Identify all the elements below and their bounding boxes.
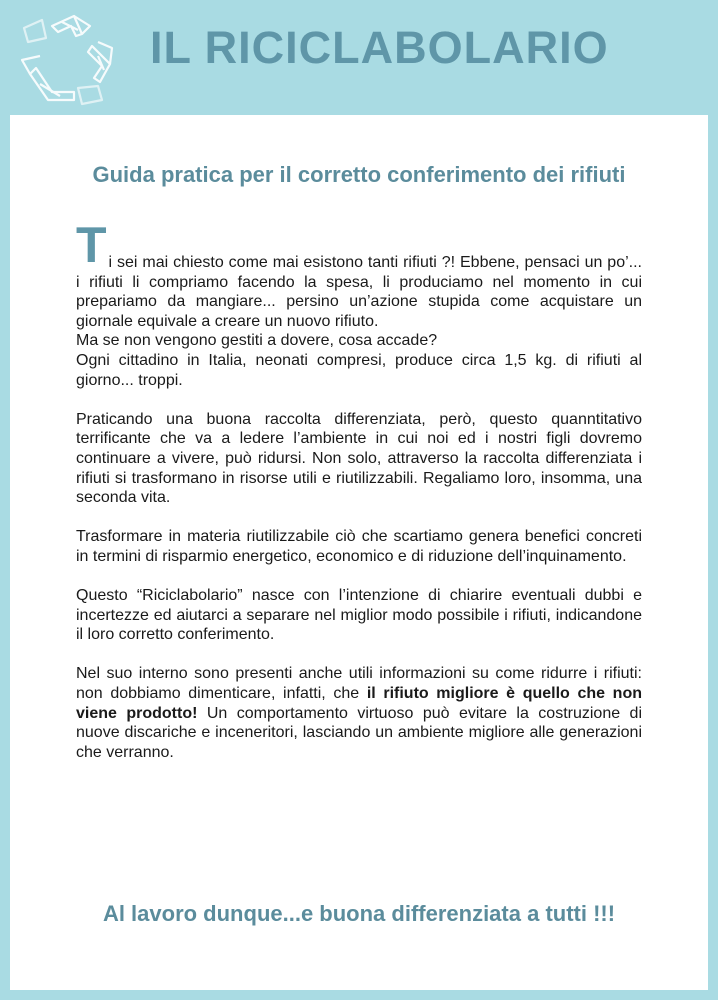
recycle-icon (12, 8, 122, 108)
paragraph: Praticando una buona raccolta differenziata, però, questo quanntitativo terrificante che va a ledere l’ambiente in cui noi ed i nostri figli dovremo continuare a vivere, può ridursi. Non solo, attraverso la raccolta differenziata i rifiuti si trasformano in risorse utili e riutilizzabili. Regaliamo loro, insomma, una seconda vita. (76, 410, 642, 507)
intro-line: i sei mai chiesto come mai esistono tanti rifiuti ?! Ebbene, pensaci un po’... i rifiuti li compriamo facendo la spesa, li produciamo nel momento in cui prepariamo da mangiare... persino un’azione stupida come acquistare un giornale equivale a creare un nuovo rifiuto. (76, 254, 642, 330)
intro-line: Ogni cittadino in Italia, neonati compresi, produce circa 1,5 kg. di rifiuti al giorno... troppi. (76, 351, 642, 389)
drop-cap: T (76, 217, 107, 273)
body-text (76, 217, 643, 782)
emphasis-text: il rifiuto migliore è quello che non viene prodotto! (76, 685, 643, 722)
header-banner (0, 0, 718, 115)
paragraph-text: Nel suo interno sono presenti anche utili informazioni su come ridurre i rifiuti: non dobbiamo dimenticare, infatti, che (76, 665, 642, 703)
paragraph: Questo “Riciclabolario” nasce con l’intenzione di chiarire eventuali dubbi e incertezze ed aiutarci a separare nel miglior modo possibile i rifiuti, indicandone il loro corretto conferimento. (76, 587, 642, 644)
paragraph-text: Un comportamento virtuoso può evitare la costruzione di nuove discariche e inceneritori, lasciando un ambiente migliore alle generazioni che verranno. (76, 704, 643, 761)
paragraph: Trasformare in materia riutilizzabile ciò che scartiamo genera benefici concreti in termini di risparmio energetico, economico e di riduzione dell’inquinamento. (76, 528, 642, 565)
document-subtitle: Guida pratica per il corretto conferimento dei rifiuti (92, 162, 626, 187)
drop-cap-spacer (76, 223, 642, 253)
content-panel (10, 115, 708, 990)
document-title: IL RICICLABOLARIO (150, 22, 609, 73)
paragraph-last (76, 664, 642, 762)
intro-line: Ma se non vengono gestiti a dovere, cosa accade? (76, 332, 438, 350)
intro-paragraph (76, 217, 642, 390)
closing-line: Al lavoro dunque...e buona differenziata a tutti !!! (102, 901, 616, 926)
